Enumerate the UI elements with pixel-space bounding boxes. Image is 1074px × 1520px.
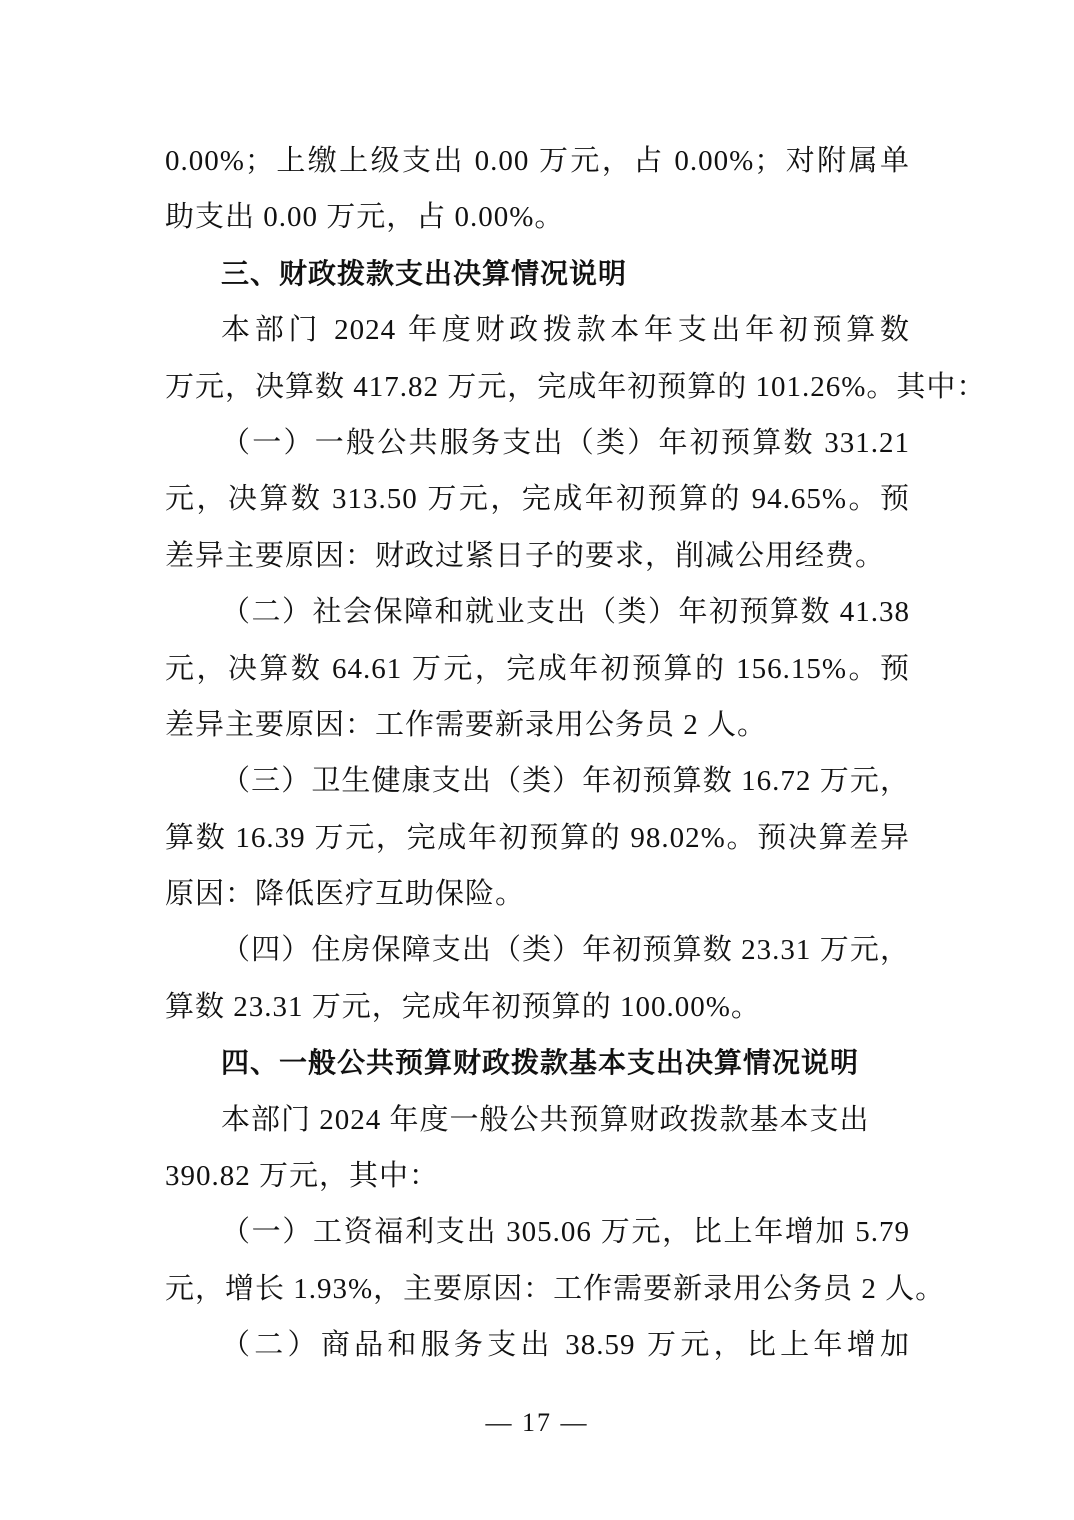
- document-body: [165, 133, 987, 1374]
- text-line: 算数 16.39 万元，完成年初预算的 98.02%。预决算差异: [165, 821, 910, 854]
- text-line: 差异主要原因：财政过紧日子的要求，削减公用经费。: [165, 539, 886, 572]
- text-line: （二）社会保障和就业支出（类）年初预算数 41.38: [221, 596, 910, 629]
- paragraph: [165, 133, 910, 246]
- text-line: 0.00%；上缴上级支出 0.00 万元，占 0.00%；对附属单: [165, 145, 910, 177]
- text-line: 元，增长 1.93%，主要原因：工作需要新录用公务员 2 人。: [165, 1272, 946, 1305]
- text-line: 元，决算数 313.50 万元，完成年初预算的 94.65%。预: [165, 483, 910, 516]
- text-line: 元，决算数 64.61 万元，完成年初预算的 156.15%。预: [165, 652, 910, 685]
- section-heading: [165, 246, 910, 302]
- text-line: 三、财政拨款支出决算情况说明: [221, 257, 628, 289]
- paragraph: [165, 922, 910, 1035]
- text-line: （一）一般公共服务支出（类）年初预算数 331.21: [221, 426, 910, 459]
- paragraph: [165, 415, 910, 584]
- paragraph: [165, 302, 987, 415]
- text-line: （一）工资福利支出 305.06 万元，比上年增加 5.79: [221, 1216, 910, 1249]
- paragraph: [165, 1092, 910, 1205]
- text-line: （二）商品和服务支出 38.59 万元，比上年增加: [221, 1329, 910, 1362]
- paragraph: [165, 1317, 910, 1373]
- text-line: 四、一般公共预算财政拨款基本支出决算情况说明: [221, 1047, 860, 1079]
- paragraph: [165, 584, 910, 753]
- text-line: 本部门 2024 年度财政拨款本年支出年初预算数: [221, 314, 910, 347]
- text-line: （三）卫生健康支出（类）年初预算数 16.72 万元，: [221, 765, 910, 798]
- text-line: 原因：降低医疗互助保险。: [165, 878, 526, 911]
- text-line: 算数 23.31 万元，完成年初预算的 100.00%。: [165, 990, 761, 1023]
- paragraph: [165, 753, 910, 922]
- text-line: 万元，决算数 417.82 万元，完成年初预算的 101.26%。其中：: [165, 370, 987, 403]
- text-line: 390.82 万元，其中：: [165, 1160, 440, 1193]
- text-line: （四）住房保障支出（类）年初预算数 23.31 万元，: [221, 934, 910, 967]
- paragraph: [165, 1204, 946, 1317]
- text-line: 本部门 2024 年度一般公共预算财政拨款基本支出: [221, 1103, 870, 1136]
- section-heading: [165, 1035, 910, 1091]
- text-line: 助支出 0.00 万元，占 0.00%。: [165, 201, 565, 234]
- page-number: — 17 —: [485, 1408, 589, 1437]
- text-line: 差异主要原因：工作需要新录用公务员 2 人。: [165, 708, 768, 741]
